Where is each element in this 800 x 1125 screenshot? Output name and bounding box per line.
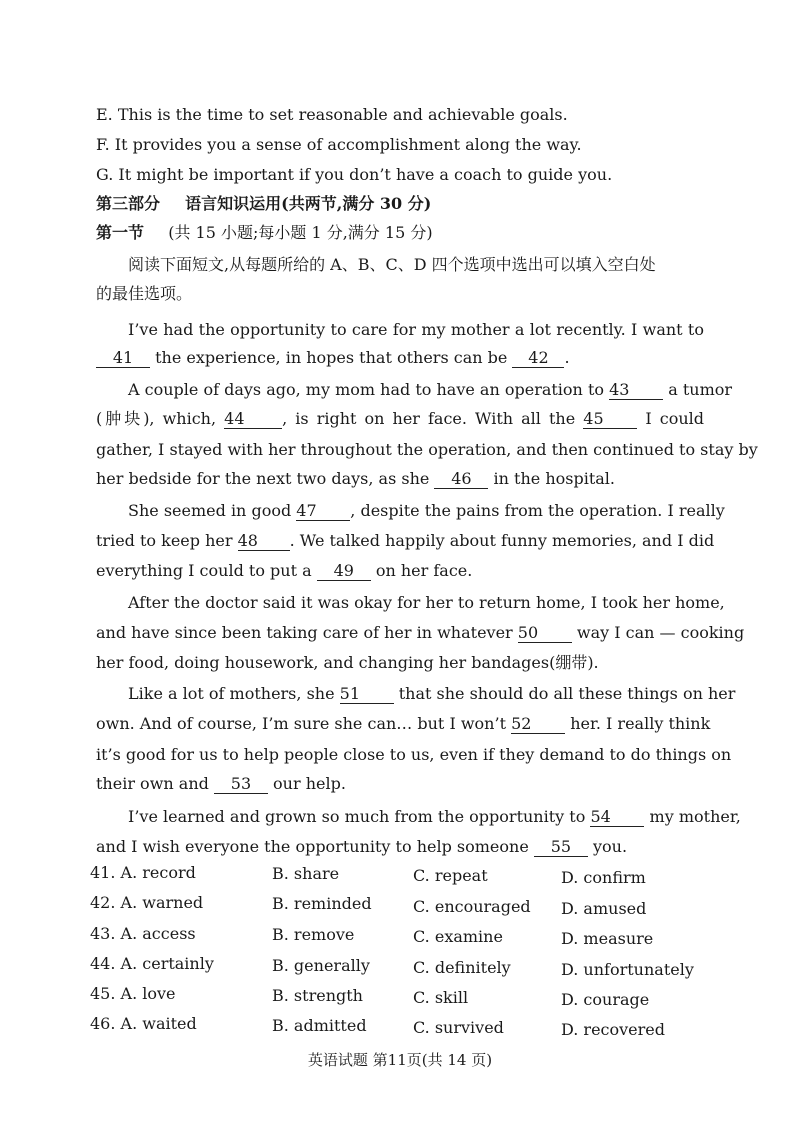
q44-option-b: B. generally — [272, 956, 370, 975]
option-g: G. It might be important if you don’t have a coach to guide you. — [96, 165, 613, 184]
blank-43: 43 — [609, 381, 663, 400]
q45-option-b: B. strength — [272, 986, 363, 1005]
p3-line-1: She seemed in good 47 , despite the pains from the operation. I really — [128, 501, 725, 520]
p1-line-1: I’ve had the opportunity to care for my mother a lot recently. I want to — [128, 320, 704, 339]
p1-line-2: 41 the experience, in hopes that others can be 42 . — [96, 347, 570, 369]
blank-41: 41 — [96, 349, 150, 368]
blank-50: 50 — [518, 624, 572, 643]
q45-option-c: C. skill — [413, 988, 469, 1007]
sub-desc: (共 15 小题;每小题 1 分,满分 15 分) — [168, 223, 433, 242]
blank-47: 47 — [296, 502, 350, 521]
p2-line-3: gather, I stayed with her throughout the operation, and then continued to stay by — [96, 440, 758, 459]
part-title: 第三部分 — [96, 194, 161, 213]
p6-line-1: I’ve learned and grown so much from the opportunity to 54 my mother, — [128, 807, 741, 826]
q45-option-d: D. courage — [561, 990, 650, 1009]
part-heading — [96, 193, 431, 215]
p5-line-1: Like a lot of mothers, she 51 that she should do all these things on her — [128, 684, 736, 703]
q43-option-d: D. measure — [561, 929, 654, 948]
q42-option-c: C. encouraged — [413, 897, 531, 916]
q44-option-a: 44. A. certainly — [90, 954, 214, 973]
p4-line-1: After the doctor said it was okay for her to return home, I took her home, — [128, 593, 725, 612]
sub-heading — [96, 222, 433, 244]
option-f: F. It provides you a sense of accomplishment along the way. — [96, 135, 582, 154]
p3-line-3: everything I could to put a 49 on her face. — [96, 561, 473, 580]
p5-line-2: own. And of course, I’m sure she can… but I won’t 52 her. I really think — [96, 714, 711, 733]
p2-line-1: A couple of days ago, my mom had to have an operation to 43 a tumor — [128, 380, 733, 399]
option-e: E. This is the time to set reasonable and achievable goals. — [96, 105, 568, 124]
q41-option-b: B. share — [272, 864, 340, 883]
q46-option-a: 46. A. waited — [90, 1014, 197, 1033]
q41-option-c: C. repeat — [413, 866, 488, 885]
q46-option-d: D. recovered — [561, 1020, 666, 1039]
blank-52: 52 — [511, 715, 565, 734]
p4-line-3: her food, doing housework, and changing her bandages(绷带). — [96, 653, 599, 672]
instruction-line-2: 的最佳选项。 — [96, 284, 193, 303]
p5-line-3: it’s good for us to help people close to us, even if they demand to do things on — [96, 745, 732, 764]
blank-49: 49 — [317, 562, 371, 581]
blank-44: 44 — [224, 410, 282, 429]
instruction-line-1: 阅读下面短文,从每题所给的 A、B、C、D 四个选项中选出可以填入空白处 — [128, 255, 656, 274]
p3-line-2: tried to keep her 48 . We talked happily about funny memories, and I did — [96, 531, 715, 550]
page-footer: 英语试题 第11页(共 14 页) — [307, 1051, 493, 1069]
sub-title: 第一节 — [96, 223, 145, 242]
q45-option-a: 45. A. love — [90, 984, 176, 1003]
p2-line-4: her bedside for the next two days, as she 46 in the hospital. — [96, 469, 616, 488]
blank-51: 51 — [340, 685, 394, 704]
blank-55: 55 — [534, 838, 588, 857]
p4-line-2: and have since been taking care of her in whatever 50 way I can — cooking — [96, 623, 745, 642]
q42-option-a: 42. A. warned — [90, 893, 204, 912]
blank-53: 53 — [214, 775, 268, 794]
q42-option-b: B. reminded — [272, 894, 372, 913]
part-name: 语言知识运用(共两节,满分 30 分) — [185, 194, 432, 213]
blank-48: 48 — [238, 532, 290, 551]
blank-46: 46 — [434, 470, 488, 489]
p5-line-4: their own and 53 our help. — [96, 774, 346, 793]
q46-option-c: C. survived — [413, 1018, 504, 1037]
q42-option-d: D. amused — [561, 899, 647, 918]
q43-option-b: B. remove — [272, 925, 355, 944]
q44-option-d: D. unfortunately — [561, 960, 694, 979]
q43-option-a: 43. A. access — [90, 924, 196, 943]
q41-option-d: D. confirm — [561, 868, 646, 887]
blank-45: 45 — [583, 410, 637, 429]
blank-42: 42 — [512, 349, 564, 368]
q43-option-c: C. examine — [413, 927, 503, 946]
blank-54: 54 — [590, 808, 644, 827]
p6-line-2: and I wish everyone the opportunity to help someone 55 you. — [96, 837, 628, 856]
p2-line-2: (肿块), which, 44 , is right on her face. With all the 45 I could — [96, 409, 704, 428]
q41-option-a: 41. A. record — [90, 863, 196, 882]
q44-option-c: C. definitely — [413, 958, 511, 977]
q46-option-b: B. admitted — [272, 1016, 367, 1035]
